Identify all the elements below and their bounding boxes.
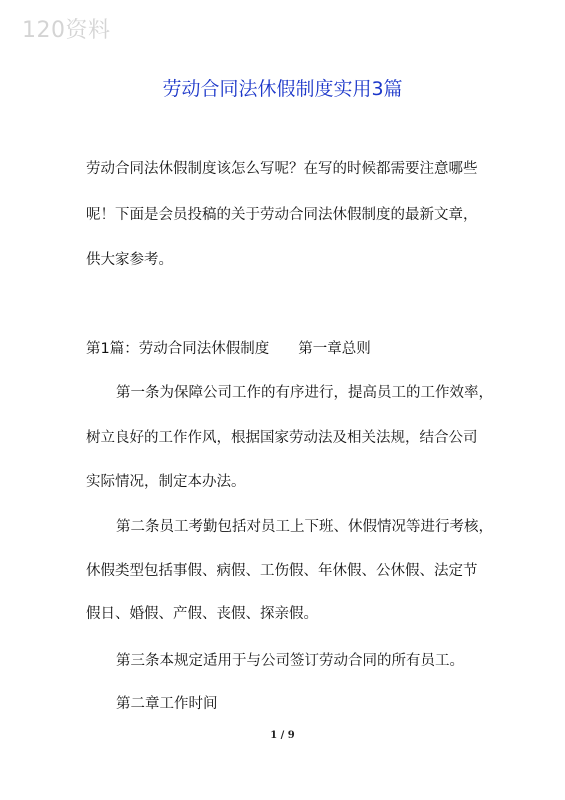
paragraph-line: 树立良好的工作作风，根据国家劳动法及相关法规，结合公司 — [86, 430, 478, 446]
intro-line: 供大家参考。 — [86, 252, 173, 268]
chapter-heading: 第二章工作时间 — [116, 696, 218, 712]
section-heading: 第1篇：劳动合同法休假制度 第一章总则 — [86, 341, 371, 357]
intro-line: 呢！下面是会员投稿的关于劳动合同法休假制度的最新文章， — [86, 207, 478, 223]
watermark: 120资料 — [22, 18, 111, 43]
document-title: 劳动合同法休假制度实用3篇 — [162, 78, 403, 100]
page-number: 1 / 9 — [270, 730, 295, 741]
paragraph-line: 第一条为保障公司工作的有序进行，提高员工的工作效率， — [116, 385, 493, 401]
intro-line: 劳动合同法休假制度该怎么写呢？在写的时候都需要注意哪些 — [86, 161, 478, 177]
paragraph-line: 假日、婚假、产假、丧假、探亲假。 — [86, 606, 318, 622]
paragraph-line: 第三条本规定适用于与公司签订劳动合同的所有员工。 — [116, 653, 464, 669]
paragraph-line: 第二条员工考勤包括对员工上下班、休假情况等进行考核， — [116, 519, 493, 535]
paragraph-line: 休假类型包括事假、病假、工伤假、年休假、公休假、法定节 — [86, 563, 478, 579]
paragraph-line: 实际情况，制定本办法。 — [86, 474, 246, 490]
